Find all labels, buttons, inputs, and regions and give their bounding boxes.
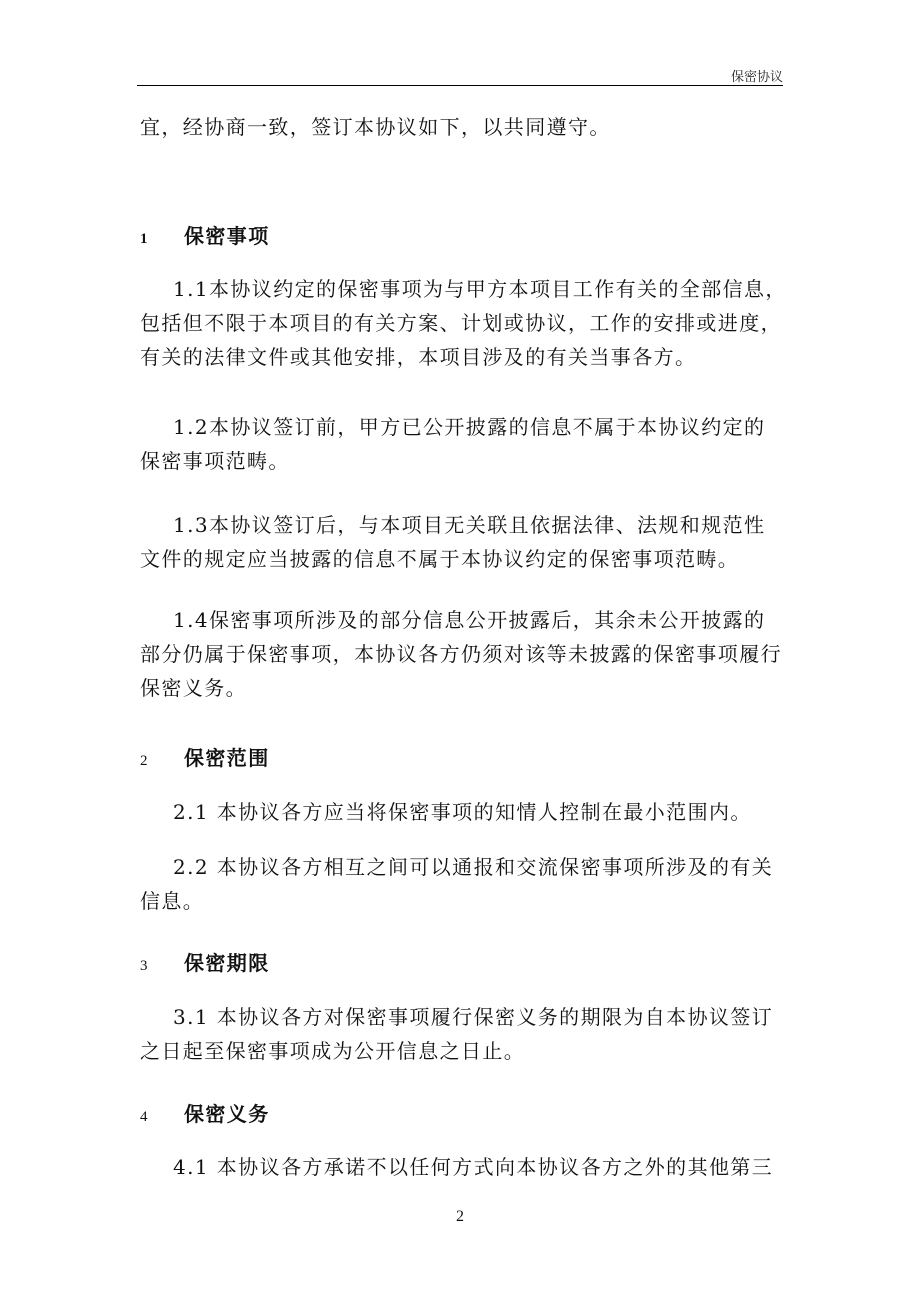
section-title: 保密事项 xyxy=(184,224,270,248)
text-line: 信息。 xyxy=(140,889,205,913)
clause-1-3 xyxy=(140,508,790,576)
page-number: 2 xyxy=(456,1208,464,1225)
section-number: 2 xyxy=(140,753,149,769)
section-1-heading xyxy=(140,219,270,256)
clause-1-1 xyxy=(140,272,790,374)
text-line: 2.2 本协议各方相互之间可以通报和交流保密事项所涉及的有关 xyxy=(173,855,774,879)
clause-1-2 xyxy=(140,410,790,478)
text-line: 保密事项范畴。 xyxy=(140,449,290,473)
clause-4-1 xyxy=(140,1150,790,1184)
text-line: 4.1 本协议各方承诺不以任何方式向本协议各方之外的其他第三 xyxy=(173,1155,774,1179)
text-line: 保密义务。 xyxy=(140,676,247,700)
intro-paragraph xyxy=(140,110,790,144)
section-number: 4 xyxy=(140,1109,149,1125)
text-line: 宜，经协商一致，签订本协议如下，以共同遵守。 xyxy=(140,115,611,139)
section-4-heading xyxy=(140,1097,270,1134)
header-title: 保密协议 xyxy=(730,70,783,85)
text-line: 2.1 本协议各方应当将保密事项的知情人控制在最小范围内。 xyxy=(173,800,752,824)
text-line: 包括但不限于本项目的有关方案、计划或协议，工作的安排或进度， xyxy=(140,311,782,335)
text-line: 有关的法律文件或其他安排，本项目涉及的有关当事各方。 xyxy=(140,345,697,369)
clause-1-4 xyxy=(140,603,790,705)
text-line: 1.3本协议签订后，与本项目无关联且依据法律、法规和规范性 xyxy=(173,513,766,537)
text-line: 1.4保密事项所涉及的部分信息公开披露后，其余未公开披露的 xyxy=(173,608,766,632)
section-2-heading xyxy=(140,741,270,778)
section-3-heading xyxy=(140,946,270,983)
text-line: 1.2本协议签订前，甲方已公开披露的信息不属于本协议约定的 xyxy=(173,415,766,439)
section-title: 保密义务 xyxy=(184,1102,270,1126)
text-line: 之日起至保密事项成为公开信息之日止。 xyxy=(140,1039,526,1063)
text-line: 3.1 本协议各方对保密事项履行保密义务的期限为自本协议签订 xyxy=(173,1005,774,1029)
section-title: 保密期限 xyxy=(184,951,270,975)
section-number: 1 xyxy=(140,231,149,247)
clause-2-2 xyxy=(140,850,790,918)
section-number: 3 xyxy=(140,958,149,974)
clause-2-1 xyxy=(140,795,790,829)
text-line: 1.1本协议约定的保密事项为与甲方本项目工作有关的全部信息， xyxy=(173,277,787,301)
text-line: 文件的规定应当披露的信息不属于本协议约定的保密事项范畴。 xyxy=(140,547,740,571)
clause-3-1 xyxy=(140,1000,790,1068)
header-rule xyxy=(137,85,783,86)
section-title: 保密范围 xyxy=(184,746,270,770)
text-line: 部分仍属于保密事项，本协议各方仍须对该等未披露的保密事项履行 xyxy=(140,642,782,666)
